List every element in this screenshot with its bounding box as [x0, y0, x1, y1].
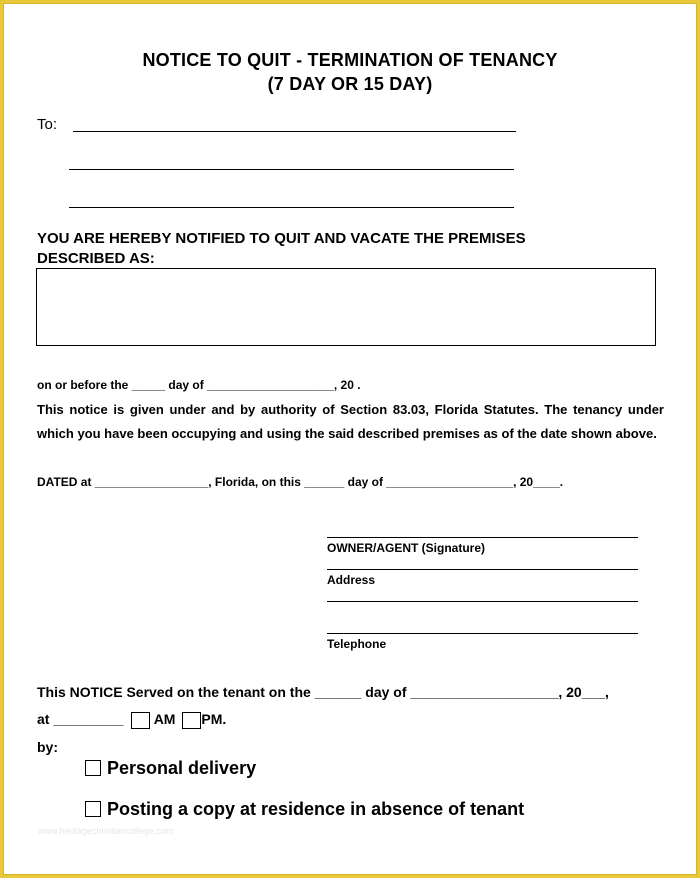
address-line-2[interactable] [327, 601, 638, 602]
telephone-label: Telephone [327, 637, 387, 651]
premises-description-box[interactable] [36, 268, 656, 346]
pm-checkbox[interactable] [182, 712, 201, 729]
at-label: at _________ [37, 711, 124, 727]
authority-paragraph: This notice is given under and by authority of Section 83.03, Florida Statutes. The tenancy under which you have been occupying and using the said described premises as of the date shown above. [37, 402, 664, 441]
document-title: NOTICE TO QUIT - TERMINATION OF TENANCY [142, 50, 558, 70]
to-line-3[interactable] [69, 207, 514, 208]
notice-heading-line2: DESCRIBED AS: [37, 250, 155, 267]
to-line-2[interactable] [69, 169, 514, 170]
served-line: This NOTICE Served on the tenant on the ______ day of ___________________, 20___, [37, 684, 609, 700]
telephone-line[interactable] [327, 633, 638, 634]
personal-delivery-checkbox[interactable] [85, 760, 101, 776]
pm-label: PM. [201, 711, 227, 727]
dated-line: DATED at _________________, Florida, on this ______ day of ___________________, 20____. [37, 475, 564, 489]
watermark: www.heritagechristiancollege.com [38, 826, 174, 836]
posting-copy-checkbox[interactable] [85, 801, 101, 817]
am-label: AM [153, 711, 176, 727]
document-subtitle: (7 DAY OR 15 DAY) [267, 74, 433, 94]
on-or-before-line: on or before the _____ day of ___________________, 20 . [37, 378, 361, 392]
posting-copy-label: Posting a copy at residence in absence of tenant [107, 799, 525, 819]
option-posting-copy[interactable] [85, 799, 524, 820]
address-label: Address [327, 573, 376, 587]
to-line-1[interactable] [73, 131, 516, 132]
notice-heading-line1: YOU ARE HEREBY NOTIFIED TO QUIT AND VACATE THE PREMISES [37, 230, 526, 247]
by-label: by: [37, 739, 58, 755]
at-time-field [37, 711, 226, 729]
option-personal-delivery[interactable] [85, 758, 256, 779]
signature-line[interactable] [327, 537, 638, 538]
personal-delivery-label: Personal delivery [107, 758, 257, 778]
am-checkbox[interactable] [131, 712, 150, 729]
address-line[interactable] [327, 569, 638, 570]
to-label: To: [37, 116, 58, 133]
owner-agent-label: OWNER/AGENT (Signature) [327, 541, 485, 555]
